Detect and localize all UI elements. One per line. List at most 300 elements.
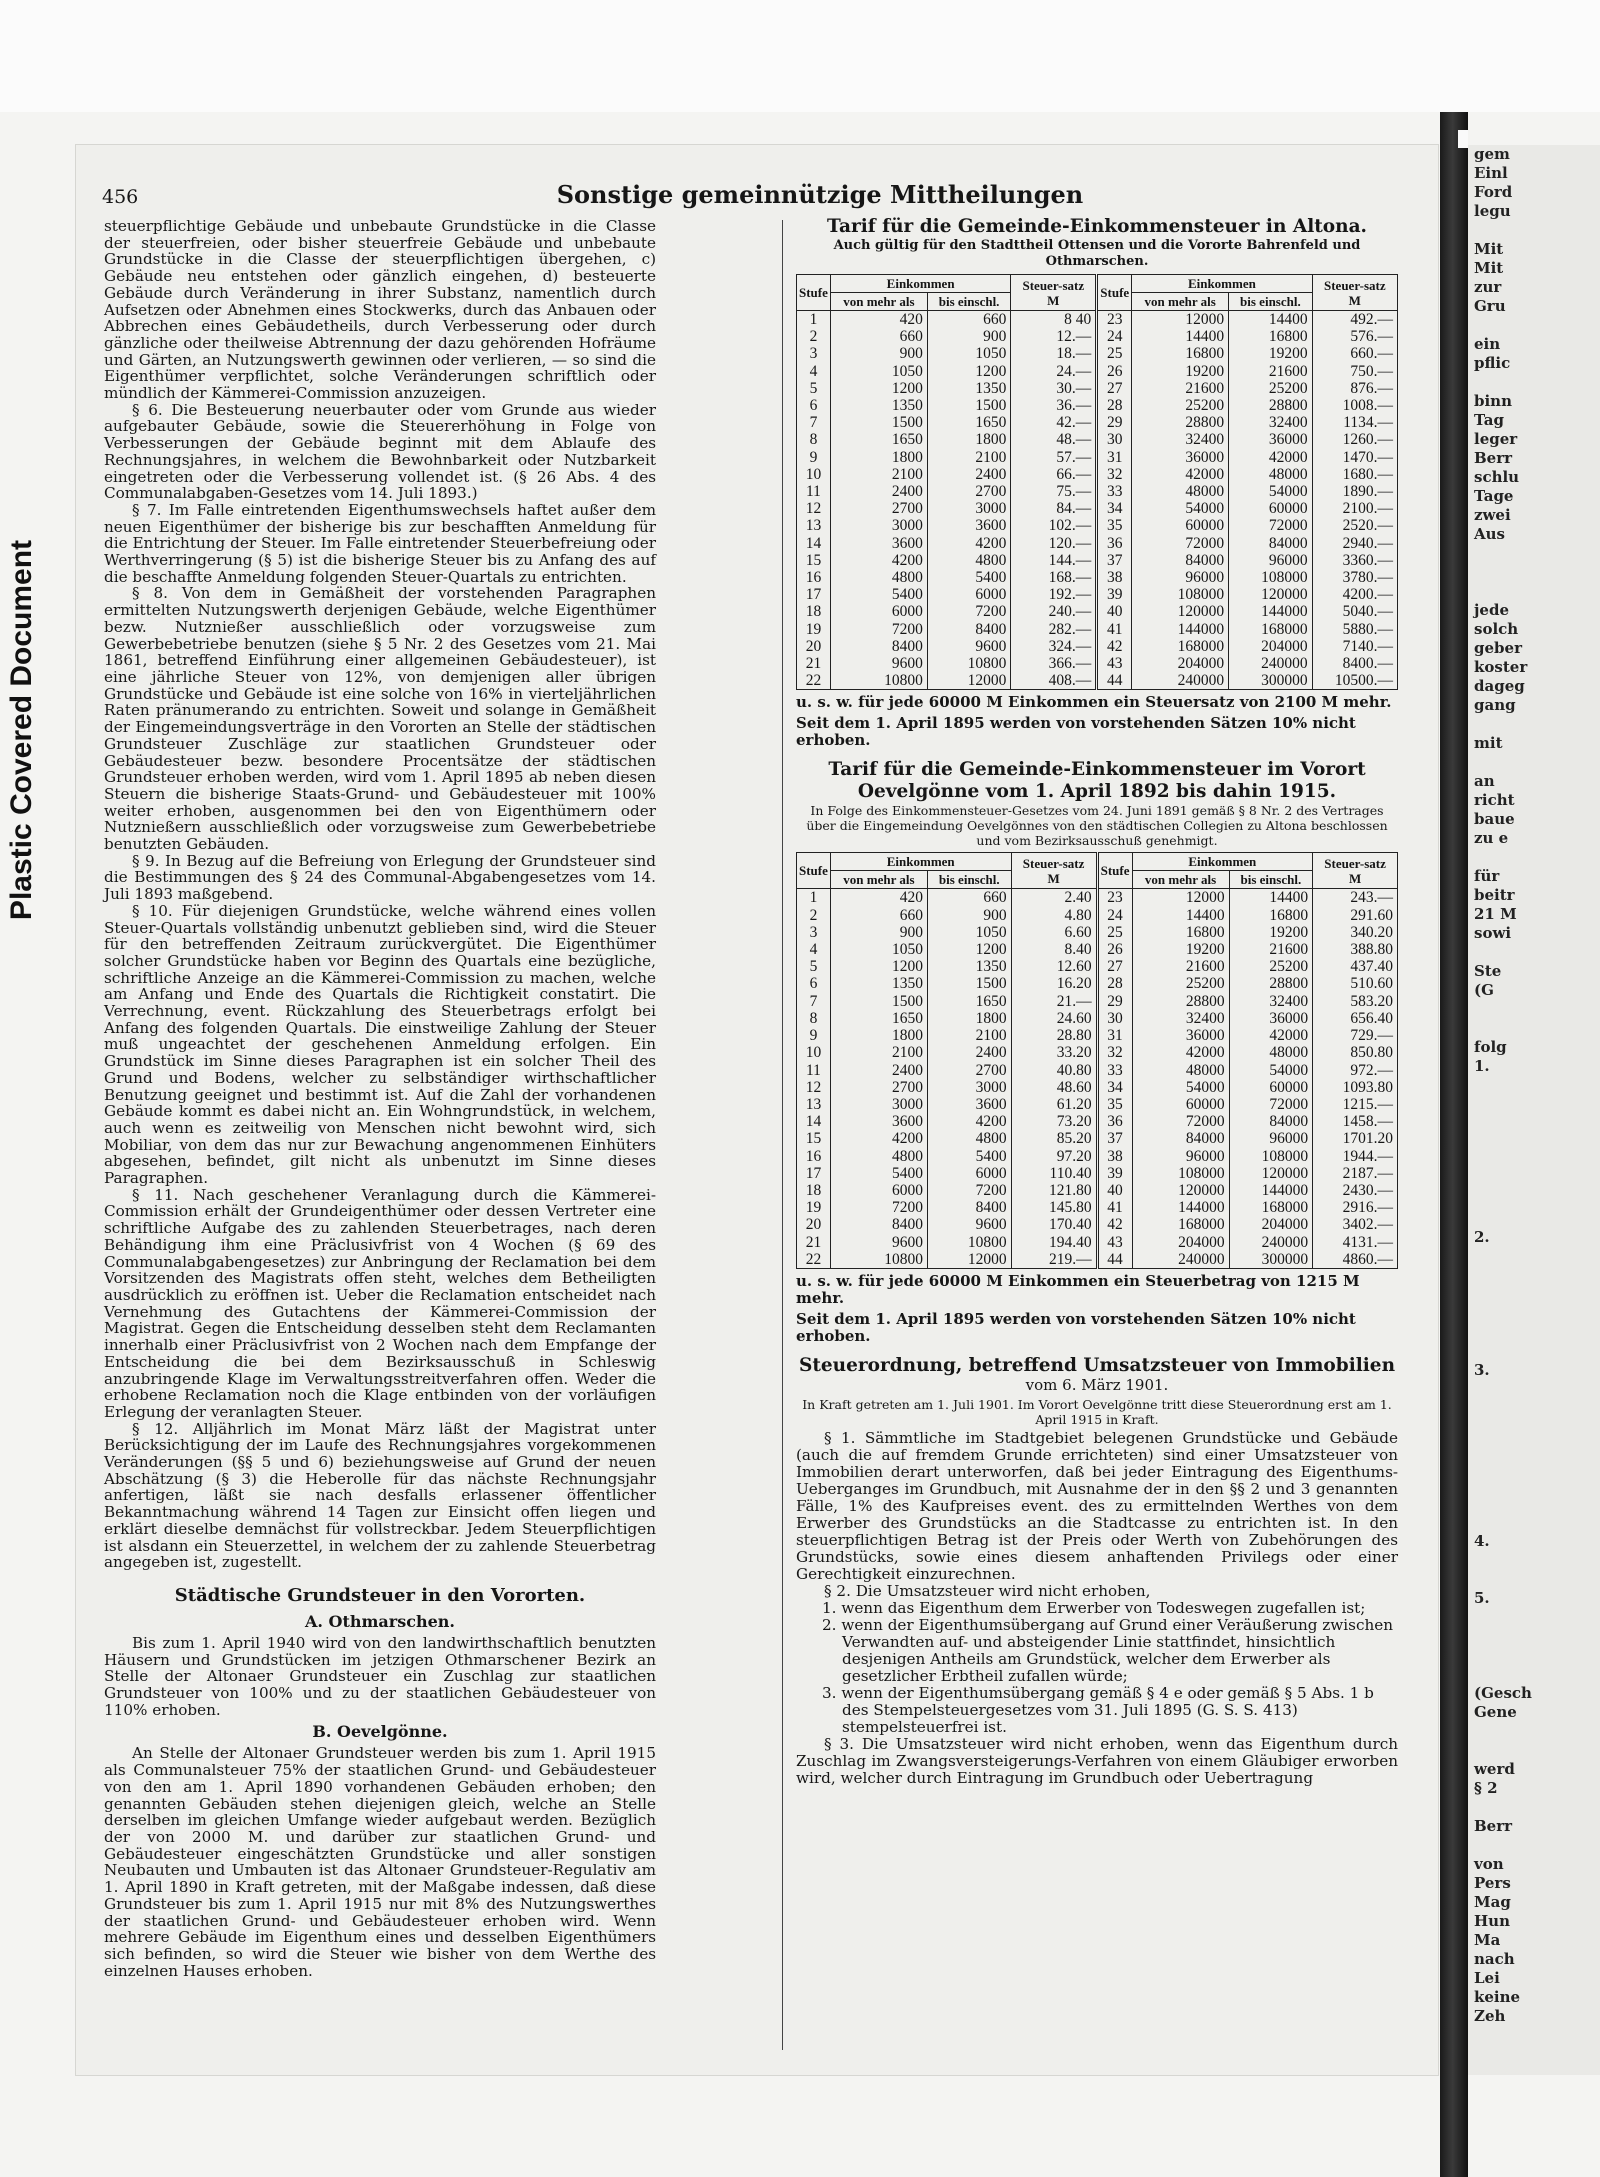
table-cell: 14400 <box>1229 889 1313 907</box>
table-cell: 28.80 <box>1011 1027 1097 1044</box>
table-cell: 144.— <box>1011 552 1097 569</box>
table-cell: 240000 <box>1229 655 1313 672</box>
table-cell: 102.— <box>1011 517 1097 534</box>
table-cell: 9600 <box>830 655 927 672</box>
table-cell: 240000 <box>1229 1234 1313 1251</box>
table-cell: 4200 <box>830 552 927 569</box>
table-cell: 3600 <box>927 517 1011 534</box>
table-cell: 14400 <box>1132 328 1229 345</box>
page-fragment-text <box>1468 1380 1600 1399</box>
table-cell: 2187.— <box>1313 1165 1398 1182</box>
table-cell: 2400 <box>830 483 927 500</box>
table-cell: 61.20 <box>1011 1096 1097 1113</box>
table-row <box>797 311 1398 329</box>
page-fragment-text: keine <box>1474 1988 1521 2006</box>
page-fragment-text: legu <box>1474 202 1511 220</box>
table-cell: 1650 <box>830 431 927 448</box>
page-fragment-text <box>1468 1551 1600 1570</box>
table-cell: 10800 <box>927 655 1011 672</box>
table-row <box>797 535 1398 552</box>
page-fragment-text <box>1468 1000 1600 1019</box>
table-cell: 31 <box>1097 1027 1132 1044</box>
table-cell: 144000 <box>1132 1199 1229 1216</box>
table-row <box>797 924 1398 941</box>
tariff-title: Tarif für die Gemeinde-Einkommensteuer im Vorort Oevelgönne vom 1. April 1892 bis dahin 1915. <box>828 759 1366 803</box>
table-row <box>797 655 1398 672</box>
table-cell: 32 <box>1097 466 1132 483</box>
table-cell: 420 <box>830 889 927 907</box>
page-fragment-text: Lei <box>1474 1969 1500 1987</box>
table-cell: 73.20 <box>1011 1113 1097 1130</box>
table-cell: 1 <box>797 889 831 907</box>
column-divider <box>782 220 783 2050</box>
table-cell: 5400 <box>830 1165 927 1182</box>
table-cell: 1350 <box>927 958 1011 975</box>
page-fragment-text: zur <box>1474 278 1502 296</box>
table-cell: 1093.80 <box>1313 1079 1398 1096</box>
page-number: 456 <box>102 186 139 208</box>
table-cell: 32400 <box>1132 431 1229 448</box>
table-cell: 10800 <box>830 672 927 690</box>
table-cell: 84.— <box>1011 500 1097 517</box>
book-spine <box>1440 112 1468 2177</box>
table-cell: 26 <box>1097 363 1132 380</box>
table-cell: 38 <box>1097 1148 1132 1165</box>
col-header-stufe: Stufe <box>797 275 831 311</box>
table-cell: 9600 <box>927 1216 1011 1233</box>
page-fragment-text: Gru <box>1474 297 1506 315</box>
page-fragment-text <box>1468 1399 1600 1418</box>
table-cell: 16800 <box>1132 345 1229 362</box>
table-cell: 12.60 <box>1011 958 1097 975</box>
table-row <box>797 993 1398 1010</box>
table-cell: 2700 <box>927 483 1011 500</box>
table-row <box>797 431 1398 448</box>
table-row <box>797 603 1398 620</box>
table-cell: 1800 <box>830 449 927 466</box>
table-cell: 388.80 <box>1313 941 1398 958</box>
page-fragment-text <box>1468 715 1600 734</box>
table-cell: 29 <box>1097 414 1132 431</box>
table-cell: 42000 <box>1132 466 1229 483</box>
col-header-einkommen: Einkommen <box>1132 275 1312 293</box>
table-cell: 44 <box>1097 672 1132 690</box>
table-cell: 34 <box>1097 1079 1132 1096</box>
page-fragment-text: § 2 <box>1474 1779 1498 1797</box>
table-row <box>797 1079 1398 1096</box>
table-cell: 300000 <box>1229 1251 1313 1269</box>
table-cell: 168.— <box>1011 569 1097 586</box>
table-cell: 1050 <box>830 363 927 380</box>
table-cell: 340.20 <box>1313 924 1398 941</box>
page-fragment-text: Einl <box>1474 164 1508 182</box>
table-cell: 40.80 <box>1011 1062 1097 1079</box>
page-fragment-text: sowi <box>1474 924 1512 942</box>
table-cell: 750.— <box>1312 363 1397 380</box>
table-cell: 7140.— <box>1312 638 1397 655</box>
table-cell: 60000 <box>1132 517 1229 534</box>
table-cell: 3000 <box>830 1096 927 1113</box>
table-cell: 33 <box>1097 1062 1132 1079</box>
table-cell: 96000 <box>1229 552 1313 569</box>
table-cell: 900 <box>927 328 1011 345</box>
table-cell: 33.20 <box>1011 1044 1097 1061</box>
page-fragment-text: (Gesch <box>1474 1684 1532 1702</box>
table-cell: 42000 <box>1132 1044 1229 1061</box>
table-cell: 60000 <box>1132 1096 1229 1113</box>
table-cell: 13 <box>797 517 831 534</box>
table-cell: 420 <box>830 311 927 329</box>
list-item: 3. wenn der Eigenthumsübergang gemäß § 4 e oder gemäß § 5 Abs. 1 b des Stempelsteuergesetzes vom 31. Juli 1895 (G. S. S. 413) stempelsteuerfrei ist. <box>822 1683 1374 1736</box>
table-cell: 24.— <box>1011 363 1097 380</box>
table-cell: 145.80 <box>1011 1199 1097 1216</box>
table-cell: 1215.— <box>1313 1096 1398 1113</box>
table-cell: 2100 <box>927 1027 1011 1044</box>
table-cell: 36 <box>1097 535 1132 552</box>
table-cell: 25200 <box>1132 975 1229 992</box>
paragraph: § 7. Im Falle eintretenden Eigenthumswechsels haftet außer dem neuen Eigenthümer der bisherige bis zur beschafften Anmeldung für die Entrichtung der Steuer. Im Falle eintretender Steuerbefreiung oder Werthverringerung (§ 5) ist die bisherige Steuer bis zu Anfang des auf die beschaffte Anmeldung folgenden Steuer-Quartals zu entrichten. <box>104 500 656 586</box>
table-cell: 16.20 <box>1011 975 1097 992</box>
table-cell: 96000 <box>1132 569 1229 586</box>
table-cell: 4860.— <box>1313 1251 1398 1269</box>
table-cell: 1470.— <box>1312 449 1397 466</box>
table-cell: 48000 <box>1229 466 1313 483</box>
table-cell: 6 <box>797 397 831 414</box>
table-cell: 437.40 <box>1313 958 1398 975</box>
table-cell: 5040.— <box>1312 603 1397 620</box>
page-fragment-text <box>1468 1323 1600 1342</box>
table-cell: 204000 <box>1132 1234 1229 1251</box>
table-cell: 2916.— <box>1313 1199 1398 1216</box>
table-cell: 204000 <box>1132 655 1229 672</box>
page-fragment-text <box>1468 582 1600 601</box>
col-header-bis: bis einschl. <box>1229 871 1313 889</box>
table-cell: 36000 <box>1229 1010 1313 1027</box>
table-cell: 3402.— <box>1313 1216 1398 1233</box>
page-fragment-text: binn <box>1474 392 1512 410</box>
table-cell: 21600 <box>1229 941 1313 958</box>
left-column <box>104 218 656 1979</box>
table-cell: 14 <box>797 535 831 552</box>
page-fragment-text: schlu <box>1474 468 1520 486</box>
tariff-footer: u. s. w. für jede 60000 M Einkommen ein Steuersatz von 2100 M mehr. <box>796 693 1392 712</box>
table-row <box>797 1044 1398 1061</box>
table-cell: 900 <box>830 345 927 362</box>
table-cell: 108000 <box>1229 1148 1313 1165</box>
table-cell: 22 <box>797 1251 831 1269</box>
table-cell: 1 <box>797 311 831 329</box>
page-fragment-text <box>1468 1741 1600 1760</box>
table-row <box>797 1234 1398 1251</box>
table-row <box>797 449 1398 466</box>
table-cell: 2 <box>797 328 831 345</box>
table-cell: 219.— <box>1011 1251 1097 1269</box>
table-cell: 42 <box>1097 638 1132 655</box>
table-cell: 25 <box>1097 345 1132 362</box>
table-cell: 9 <box>797 449 831 466</box>
table-cell: 1260.— <box>1312 431 1397 448</box>
col-header-steuersatz: Steuer-satz M <box>1313 853 1398 889</box>
table-cell: 1350 <box>830 975 927 992</box>
page-fragment-text: mit <box>1474 734 1503 752</box>
table-cell: 57.— <box>1011 449 1097 466</box>
table-cell: 43 <box>1097 1234 1132 1251</box>
page-fragment-text: Mag <box>1474 1893 1511 1911</box>
table-cell: 168000 <box>1132 1216 1229 1233</box>
paragraph: § 2. Die Umsatzsteuer wird nicht erhoben, <box>824 1581 1151 1600</box>
table-cell: 1008.— <box>1312 397 1397 414</box>
table-row <box>797 466 1398 483</box>
table-cell: 1500 <box>927 397 1011 414</box>
table-cell: 25200 <box>1132 397 1229 414</box>
table-cell: 38 <box>1097 569 1132 586</box>
table-cell: 10 <box>797 466 831 483</box>
table-cell: 243.— <box>1313 889 1398 907</box>
page-fragment-text <box>1468 1608 1600 1627</box>
table-row <box>797 1010 1398 1027</box>
col-header-steuersatz: Steuer-satz M <box>1011 275 1097 311</box>
table-cell: 3 <box>797 924 831 941</box>
page-fragment-text <box>1468 1836 1600 1855</box>
table-cell: 4800 <box>830 1148 927 1165</box>
table-cell: 144000 <box>1132 621 1229 638</box>
page-fragment-text <box>1468 753 1600 772</box>
table-cell: 84000 <box>1229 1113 1313 1130</box>
page-fragment-text: koster <box>1474 658 1528 676</box>
table-cell: 48000 <box>1229 1044 1313 1061</box>
col-header-von: von mehr als <box>1132 293 1229 311</box>
table-row <box>797 345 1398 362</box>
table-cell: 3600 <box>830 535 927 552</box>
page-fragment-text: 21 M <box>1474 905 1517 923</box>
table-cell: 12 <box>797 1079 831 1096</box>
page-fragment-text: 3. <box>1474 1361 1490 1379</box>
table-cell: 16 <box>797 569 831 586</box>
page-fragment-text <box>1468 1133 1600 1152</box>
paragraph: § 1. Sämmtliche im Stadtgebiet belegenen Grundstücke und Gebäude (auch die auf fremdem Grunde errichteten) sind einer Umsatzsteuer von Immobilien derart unterworfen, daß bei jeder Eintragung des Eigenthums-Ueberganges im Grundbuch, mit Ausnahme der in den §§ 2 und 3 genannten Fälle, 1% des Kaufpreises event. des zu ermittelnden Werthes von dem Erwerber des Grundstücks an die Stadtcasse zu entrichten ist. In den steuerpflichtigen Betrag ist der Preis oder Werth von Zubehörungen des Grundstücks, sowie eines diesem anhaftenden Privilegs oder einer Gerechtigkeit einzurechnen. <box>796 1428 1398 1583</box>
table-row <box>797 1182 1398 1199</box>
table-cell: 24 <box>1097 328 1132 345</box>
table-cell: 32 <box>1097 1044 1132 1061</box>
page-fragment-text: gem <box>1474 145 1510 163</box>
table-cell: 192.— <box>1011 586 1097 603</box>
page-fragment-text: dageg <box>1474 677 1525 695</box>
table-cell: 204000 <box>1229 1216 1313 1233</box>
page-fragment-text <box>1468 1513 1600 1532</box>
paragraph: Bis zum 1. April 1940 wird von den landwirthschaftlich benutzten Häusern und Grundstücken im jetzigen Othmarschener Bezirk an Stelle der Altonaer Grundsteuer ein Zuschlag zur staatlichen Grundsteuer von 100% und zu der staatlichen Gebäudesteuer von 110% erhoben. <box>104 1633 656 1719</box>
paragraph: § 3. Die Umsatzsteuer wird nicht erhoben, wenn das Eigenthum durch Zuschlag im Zwangsversteigerungs-Verfahren von einem Gläubiger erworben wird, welcher durch Eintragung im Grundbuch oder Uebertragung <box>796 1734 1398 1787</box>
table-cell: 3600 <box>830 1113 927 1130</box>
table-cell: 3000 <box>830 517 927 534</box>
page-fragment-text: Aus <box>1474 525 1505 543</box>
table-row <box>797 672 1398 690</box>
table-cell: 24.60 <box>1011 1010 1097 1027</box>
table-cell: 28800 <box>1229 397 1313 414</box>
table-cell: 72000 <box>1132 1113 1229 1130</box>
table-cell: 29 <box>1097 993 1132 1010</box>
table-cell: 6000 <box>830 603 927 620</box>
table-cell: 408.— <box>1011 672 1097 690</box>
side-label: Plastic Covered Document <box>5 539 38 921</box>
table-cell: 85.20 <box>1011 1130 1097 1147</box>
table-row <box>797 941 1398 958</box>
table-cell: 108000 <box>1132 586 1229 603</box>
table-cell: 37 <box>1097 1130 1132 1147</box>
table-cell: 5400 <box>927 1148 1011 1165</box>
table-cell: 23 <box>1097 311 1132 329</box>
spine-tab <box>1458 130 1468 148</box>
table-cell: 1680.— <box>1312 466 1397 483</box>
table-row <box>797 889 1398 907</box>
table-cell: 1500 <box>830 414 927 431</box>
scan-top-margin <box>0 0 1600 112</box>
table-cell: 54000 <box>1229 483 1313 500</box>
table-cell: 2700 <box>830 500 927 517</box>
page-fragment-text: folg <box>1474 1038 1507 1056</box>
table-cell: 10500.— <box>1312 672 1397 690</box>
table-cell: 37 <box>1097 552 1132 569</box>
page-fragment-text: Zeh <box>1474 2007 1506 2025</box>
table-cell: 1500 <box>927 975 1011 992</box>
page-fragment-text <box>1468 544 1600 563</box>
table-row <box>797 1148 1398 1165</box>
table-cell: 729.— <box>1313 1027 1398 1044</box>
table-cell: 6.60 <box>1011 924 1097 941</box>
table-cell: 2400 <box>830 1062 927 1079</box>
page-fragment-text <box>1468 848 1600 867</box>
table-cell: 30 <box>1097 431 1132 448</box>
table-cell: 32400 <box>1132 1010 1229 1027</box>
table-cell: 876.— <box>1312 380 1397 397</box>
table-cell: 11 <box>797 1062 831 1079</box>
page-fragment-text: Ford <box>1474 183 1513 201</box>
page-fragment-text: für <box>1474 867 1500 885</box>
paragraph: § 9. In Bezug auf die Befreiung von Erlegung der Grundsteuer sind die Bestimmungen des § 24 des Communal-Abgabengesetzes vom 14. Juli 1893 maßgebend. <box>104 851 656 904</box>
page-fragment-text <box>1468 1722 1600 1741</box>
table-cell: 9600 <box>927 638 1011 655</box>
table-cell: 4 <box>797 363 831 380</box>
table-cell: 36.— <box>1011 397 1097 414</box>
table-cell: 41 <box>1097 1199 1132 1216</box>
table-cell: 3360.— <box>1312 552 1397 569</box>
table-cell: 2400 <box>927 466 1011 483</box>
table-cell: 194.40 <box>1011 1234 1097 1251</box>
page-fragment-text <box>1468 1798 1600 1817</box>
table-cell: 8.40 <box>1011 941 1097 958</box>
page-fragment-text <box>1468 1019 1600 1038</box>
table-cell: 35 <box>1097 1096 1132 1113</box>
table-cell: 25200 <box>1229 958 1313 975</box>
table-cell: 2940.— <box>1312 535 1397 552</box>
page-fragment-text: nach <box>1474 1950 1515 1968</box>
page-fragment-text: Ma <box>1474 1931 1501 1949</box>
table-cell: 17 <box>797 586 831 603</box>
table-cell: 12000 <box>927 672 1011 690</box>
table-cell: 6000 <box>830 1182 927 1199</box>
table-cell: 900 <box>830 924 927 941</box>
col-header-von: von mehr als <box>1132 871 1229 889</box>
table-cell: 35 <box>1097 517 1132 534</box>
table-row <box>797 517 1398 534</box>
tariff-table <box>796 852 1398 1268</box>
page-fragment-text: beitr <box>1474 886 1515 904</box>
table-cell: 14400 <box>1132 907 1229 924</box>
table-cell: 3000 <box>927 1079 1011 1096</box>
page-fragment-text: Pers <box>1474 1874 1511 1892</box>
table-cell: 54000 <box>1132 500 1229 517</box>
subsection-heading: A. Othmarschen. <box>304 1611 455 1631</box>
table-cell: 510.60 <box>1313 975 1398 992</box>
page-fragment-text <box>1468 1437 1600 1456</box>
tariff-table <box>796 274 1398 690</box>
page-fragment-text: (G <box>1474 981 1494 999</box>
table-cell: 5400 <box>830 586 927 603</box>
col-header-steuersatz: Steuer-satz M <box>1011 853 1097 889</box>
page-fragment-text <box>1468 1266 1600 1285</box>
page-fragment-text: 4. <box>1474 1532 1490 1550</box>
page-fragment-text: solch <box>1474 620 1519 638</box>
col-header-stufe: Stufe <box>1097 275 1132 311</box>
table-cell: 3 <box>797 345 831 362</box>
table-cell: 15 <box>797 552 831 569</box>
table-cell: 48000 <box>1132 483 1229 500</box>
tariff-title: Tarif für die Gemeinde-Einkommensteuer in Altona. <box>826 216 1367 237</box>
table-cell: 2100.— <box>1312 500 1397 517</box>
page-fragment-text <box>1468 373 1600 392</box>
page-fragment-text: Mit <box>1474 259 1504 277</box>
table-cell: 660 <box>830 328 927 345</box>
table-cell: 18 <box>797 603 831 620</box>
table-cell: 1050 <box>927 345 1011 362</box>
page-fragment-text <box>1468 1342 1600 1361</box>
page-fragment-text: Tag <box>1474 411 1504 429</box>
table-row <box>797 483 1398 500</box>
table-cell: 96000 <box>1229 1130 1313 1147</box>
page-fragment-text <box>1468 1171 1600 1190</box>
table-cell: 66.— <box>1011 466 1097 483</box>
paragraph: § 10. Für diejenigen Grundstücke, welche während eines vollen Steuer-Quartals vollständig unbenutzt geblieben sind, wird die Steuer für den betreffenden Zeitraum zurückvergütet. Die Eigenthümer solcher Grundstücke haben vor Beginn des Quartals eine bezügliche, schriftliche Anzeige an die Kämmerei-Commission zu machen, welche am Anfang und Ende des Quartals die Richtigkeit constatirt. Die Verrechnung, event. Rückzahlung des Steuerbetrags erfolgt bei Anfang des folgenden Quartals. Die einstweilige Zahlung der Steuer muß ungeachtet der geschehenen Anmeldung erfolgen. Ein Grundstück im Sinne dieses Paragraphen ist ein solcher Theil des Grund und Bodens, welcher zu selbständiger wirthschaftlicher Benutzung geeignet und bestimmt ist. Auf die Zahl der vorhandenen Gebäude kommt es dabei nicht an. Ein Wohngrundstück, in welchem, auch wenn es zeitweilig von Menschen nicht bewohnt wird, sich Mobiliar, von dem das nur zur Bewachung angenommenen Einhüters abgesehen, befindet, gilt nicht als unbenutzt im Sinne dieses Paragraphen. <box>104 901 656 1188</box>
table-cell: 42000 <box>1229 449 1313 466</box>
table-cell: 1800 <box>927 431 1011 448</box>
running-title: Sonstige gemeinnützige Mittheilungen <box>556 180 1084 209</box>
page-fragment-text: pflic <box>1474 354 1511 372</box>
paragraph: § 12. Alljährlich im Monat März läßt der Magistrat unter Berücksichtigung der im Laufe des Rechnungsjahres vorgekommenen Veränderungen (§§ 5 und 6) beziehungsweise auf Grund der neuen Abschätzung (§ 3) die Heberolle für das nächste Rechnungsjahr anfertigen, läßt sie nach desfalls erlassener öffentlicher Bekanntmachung während 14 Tagen zur Einsicht offen liegen und erklärt dieselbe demnächst für vollstreckbar. Jedem Steuerpflichtigen ist alsdann ein Steuerzettel, in welchem der zu zahlende Steuerbetrag angegeben ist, zugestellt. <box>104 1419 656 1572</box>
table-cell: 36000 <box>1132 449 1229 466</box>
table-cell: 120000 <box>1132 603 1229 620</box>
paragraph: steuerpflichtige Gebäude und unbebaute Grundstücke in die Classe der steuerfreien, oder bisher steuerfreie Gebäude und unbebaute Grundstücke in die Classe der steuerpflichtigen übergehen, c) Gebäude neu entstehen oder gänzlich eingehen, d) besteuerte Gebäude durch Veränderung in ihrer Substanz, namentlich durch Aufsetzen oder Abnehmen eines Stockwerks, durch das Anbauen oder Abbrechen eines Gebäudetheils, durch Verbesserung oder durch gänzliche oder theilweise Abtrennung der dazu gehörenden Hofräume und Gärten, an Nutzungswerth gewinnen oder verlieren, — so sind die Eigenthümer verpflichtet, solche Veränderungen schriftlich oder mündlich der Kämmerei-Commission anzuzeigen. <box>104 217 656 403</box>
table-cell: 18 <box>797 1182 831 1199</box>
table-cell: 16800 <box>1132 924 1229 941</box>
table-cell: 28800 <box>1229 975 1313 992</box>
table-cell: 5 <box>797 380 831 397</box>
page-fragment-text: Ste <box>1474 962 1502 980</box>
left-paragraphs <box>104 218 656 1571</box>
table-cell: 8400.— <box>1312 655 1397 672</box>
table-cell: 32400 <box>1229 993 1313 1010</box>
page-fragment-text: von <box>1474 1855 1504 1873</box>
page-fragment-text <box>1468 1076 1600 1095</box>
table-cell: 583.20 <box>1313 993 1398 1010</box>
table-cell: 972.— <box>1313 1062 1398 1079</box>
ordinance-date: vom 6. März 1901. <box>1025 1375 1169 1394</box>
table-cell: 240000 <box>1132 1251 1229 1269</box>
table-cell: 8400 <box>830 1216 927 1233</box>
table-cell: 1050 <box>830 941 927 958</box>
table-cell: 54000 <box>1229 1062 1313 1079</box>
page-fragment-text: Hun <box>1474 1912 1510 1930</box>
table-cell: 14 <box>797 1113 831 1130</box>
table-cell: 12000 <box>927 1251 1011 1269</box>
